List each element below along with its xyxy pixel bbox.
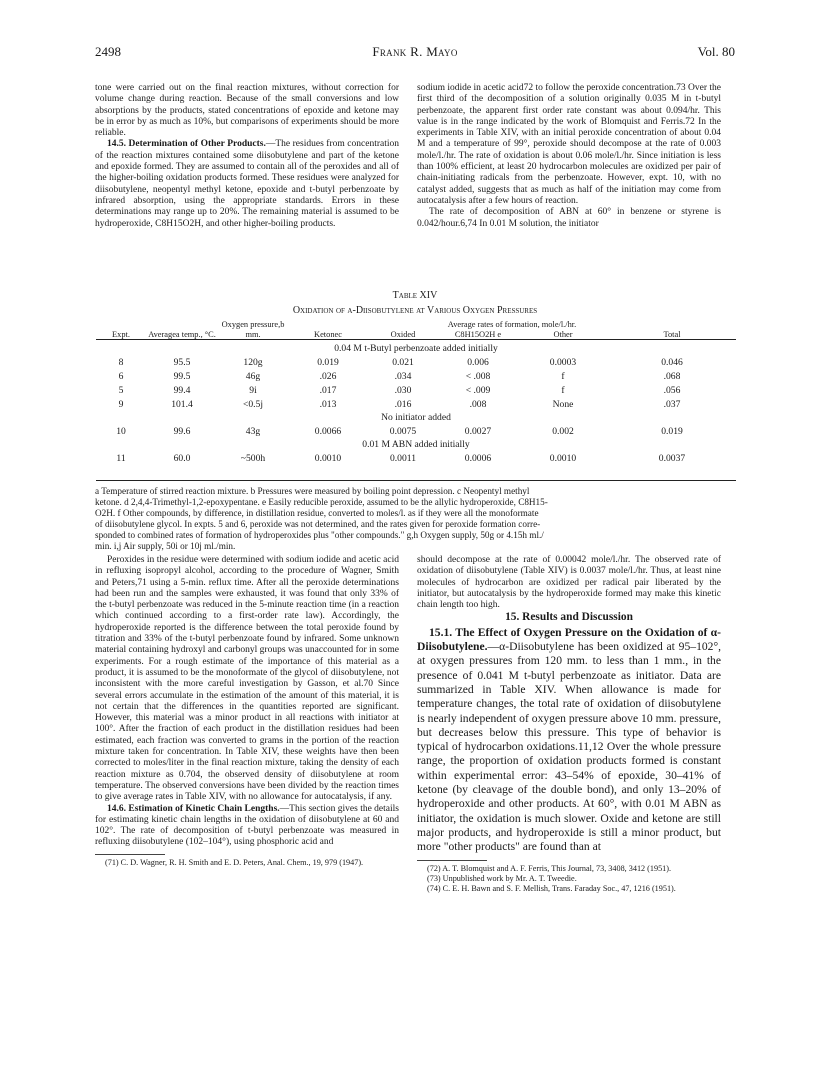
- table-footnotes: [95, 486, 735, 552]
- col-header-hydroperoxide: C8H15O2H e: [454, 329, 502, 339]
- footnote-rule: [95, 854, 165, 855]
- table-footnote: ketone. d 2,4,4-Trimethyl-1,2-epoxypentane. e Easily reducible peroxide, assumed to be the allylic hydroperoxide, C8H15-: [95, 497, 548, 507]
- table-row: 5 99.4 9i .017 .030 < .009 f .056: [118, 384, 681, 396]
- section-body: —The residues from concentration of the reaction mixtures contained some diisobutylene and part of the ketone and epoxide formed. They are assumed to contain all of the peroxides and all of the higher-boiling oxidation products formed. These residues were analyzed for diisobutylene, neopentyl methyl ketone, epoxide and t-butyl perbenzoate by infrared absorption, using the appropriate standards. Errors in these determinations may range up to 20%. The remaining material is assumed to be hydroperoxide, C8H15O2H, and other higher-boiling products.: [95, 139, 399, 229]
- author-name: Frank R. Mayo: [372, 44, 458, 59]
- table-group-caption: 0.01 M ABN added initially: [362, 439, 470, 451]
- paragraph-14-6: [95, 804, 399, 849]
- top-right-column: [417, 83, 721, 230]
- table-bottom-rule: [96, 480, 736, 481]
- col-header-oxide: Oxided: [390, 329, 416, 339]
- table-footnote: of diisobutylene glycol. In expts. 5 and 6, peroxide was not determined, and the rates given for peroxide formation corre-: [95, 519, 541, 529]
- table-row: 11 60.0 ~500h 0.0010 0.0011 0.0006 0.0010 0.0037: [116, 452, 686, 464]
- table-row: 6 99.5 46g .026 .034 < .008 f .068: [118, 370, 681, 382]
- page-number: 2498: [95, 44, 121, 59]
- running-header: [95, 44, 735, 64]
- col-header-temp: Averagea temp., °C.: [148, 329, 216, 339]
- section-heading: 14.5. Determination of Other Products.: [107, 139, 266, 150]
- table-row: 8 95.5 120g 0.019 0.021 0.006 0.0003 0.046: [118, 356, 683, 368]
- paragraph: tone were carried out on the final reaction mixtures, without correction for volume change during reaction. Because of the small conversions and low absorptions by the products, stated concentrations of epoxide and ketone may be in error by as much as 10%, but comparisons of experiments should be more reliable.: [95, 83, 399, 139]
- footnote-73: (73) Unpublished work by Mr. A. T. Tweedie.: [427, 873, 577, 883]
- paragraph: Peroxides in the residue were determined with sodium iodide and acetic acid in refluxing isopropyl alcohol, according to the procedure of Wagner, Smith and Peters,71 using a 5-min. reflux time. After all the peroxide determinations had been run and the samples were exhausted, it was found that only 33% of the t-butyl perbenzoate was reduced in the 5-minute reaction time (in a reaction which continued according to a first-order rate law). Accordingly, the hydroperoxide reported is the difference between the total peroxide found by titration and 33% of the t-butyl perbenzoate found by infrared. Some unknown material containing hydroxyl and carbonyl groups was unaccounted for in some experiments. For a rough estimate of the importance of this material as a product, it is assumed to be the monoformate of the glycol of diisobutylene, not inconsistent with the more careful investigation by Gasson, et al.70 Since several errors accumulate in the estimation of the amount of this material, it is not certain that the differences in the quantities reported are significant. However, this material was a minor product in all reactions with initiator at 100°. After the fraction of each product in the distillation residues had been estimated, each fraction was converted to grams in the portion of the reaction mixture taken for concentration. In Table XIV, these weights have then been corrected to moles/liter in the final reaction mixture, taking the density of each reaction mixture as 0.704, the observed density of diisobutylene at room temperature. The observed conversions have been divided by the reaction times to give average rates in Table XIV, with no allowance for autocatalysis, if any.: [95, 555, 399, 803]
- section-title: 15. Results and Discussion: [505, 611, 633, 624]
- paragraph-14-5: [95, 139, 399, 229]
- table-group-caption: No initiator added: [381, 412, 451, 424]
- col-header-expt: Expt.: [112, 329, 130, 339]
- top-left-column: [95, 83, 399, 230]
- section-heading: 15.1. The Effect of Oxygen Pressure on the Oxidation of α-Diisobutylene.: [417, 625, 721, 654]
- table-title: Oxidation of α-Diisobutylene at Various Oxygen Pressures: [292, 305, 538, 316]
- footnote-72: (72) A. T. Blomquist and A. F. Ferris, This Journal, 73, 3408, 3412 (1951).: [427, 863, 672, 873]
- table-footnote: a Temperature of stirred reaction mixture. b Pressures were measured by boiling point depression. c Neopentyl methyl: [95, 486, 530, 496]
- paragraph: The rate of decomposition of ABN at 60° in benzene or styrene is 0.042/hour.6,74 In 0.01 M solution, the initiator: [417, 207, 721, 229]
- table-group-caption: 0.04 M t-Butyl perbenzoate added initially: [334, 343, 498, 355]
- table-row: 9 101.4 <0.5j .013 .016 .008 None .037: [118, 398, 681, 410]
- footnote-rule: [417, 860, 487, 861]
- col-header-total: Total: [663, 329, 681, 339]
- volume-label: Vol. 80: [697, 44, 735, 59]
- bottom-left-column: [95, 555, 399, 868]
- table-footnote: sponded to combined rates of formation of hydroperoxides plus "other compounds." g,h Oxygen supply, 50g or 4.15h ml./: [95, 530, 544, 540]
- rates-subheaders: [288, 330, 736, 340]
- paragraph-15-1: [417, 626, 721, 855]
- table-label: Table XIV: [392, 290, 438, 301]
- paragraph: sodium iodide in acetic acid72 to follow the peroxide concentration.73 Over the first third of the decomposition of a solution originally 0.035 M in t-butyl perbenzoate, the apparent first order rate constant was about 0.094/hr. This value is in the range indicated by the work of Blomquist and Ferris.72 In the experiments in Table XIV, with an initial peroxide concentration of about 0.04 M and a temperature of 99°, peroxide should decompose at the rate of 0.003 mole/l./hr. The rate of oxidation is about 0.06 mole/l./hr. Since initiation is less than 100% efficient, at least 20 hydrocarbon molecules are oxidized per pair of chain-initiating radicals from the perbenzoate. However, expt. 10, with no catalyst added, suggests that as much as half of the initiation may come from autocatalysis after a few hours of reaction.: [417, 83, 721, 206]
- col-header-ketone: Ketonec: [314, 329, 342, 339]
- col-header-group: Average rates of formation, mole/l./hr.: [447, 320, 577, 329]
- section-heading: 14.6. Estimation of Kinetic Chain Lengths.: [107, 803, 280, 814]
- table-footnote: O2H. f Other compounds, by difference, in distillation residue, converted to moles/l. as if they were all the monoformate: [95, 508, 539, 518]
- paragraph: should decompose at the rate of 0.00042 mole/l./hr. The observed rate of oxidation of diisobutylene (Table XIV) is 0.0037 mole/l./hr. Thus, at least nine molecules of hydrocarbon are oxidized per radical pair liberated by the initiator, but autocatalysis by the hydroperoxide formed may make this kinetic chain length too high.: [417, 555, 721, 611]
- table-row: 10 99.6 43g 0.0066 0.0075 0.0027 0.002 0.019: [116, 425, 683, 437]
- col-header-pressure: Oxygen pressure,b mm.: [221, 320, 285, 339]
- bottom-right-column: [417, 555, 721, 894]
- footnote-71: (71) C. D. Wagner, R. H. Smith and E. D. Peters, Anal. Chem., 19, 979 (1947).: [105, 857, 364, 867]
- rates-header: [288, 320, 736, 340]
- table-header-row: [96, 320, 736, 340]
- table-footnote: min. i,j Air supply, 50i or 10j ml./min.: [95, 541, 236, 551]
- section-body: —This section gives the details for estimating kinetic chain lengths in the oxidation of diisobutylene at 60 and 102°. The rate of decomposition of t-butyl perbenzoate was measured in refluxing diisobutylene (102–104°), using phosphoric acid and: [95, 803, 399, 848]
- data-table: [96, 320, 736, 465]
- footnote-74: (74) C. E. H. Bawn and S. F. Mellish, Trans. Faraday Soc., 47, 1216 (1951).: [427, 883, 676, 893]
- section-body: —α-Diisobutylene has been oxidized at 95–102°, at oxygen pressures from 120 mm. to less than 1 mm., in the presence of 0.041 M t-butyl perbenzoate as initiator. Data are summarized in Table XIV. When allowance is made for temperature changes, the total rate of oxidation of diisobutylene is nearly independent of oxygen pressure above 10 mm. pressure, but decreases below this pressure. This type of behavior is typical of hydrocarbon oxidations.11,12 Over the whole pressure range, the proportion of oxidation products formed is constant within experimental error: 43–54% of epoxide, 30–41% of ketone (by cleavage of the double bond), and only 13–20% of hydroperoxide and other products. At 60°, with 0.01 M ABN as initiator, the oxidation is much slower. Oxide and ketone are still major products, and hydroperoxide is still a minor product, but more "other products" are found than at: [417, 640, 721, 854]
- col-header-other: Other: [553, 329, 573, 339]
